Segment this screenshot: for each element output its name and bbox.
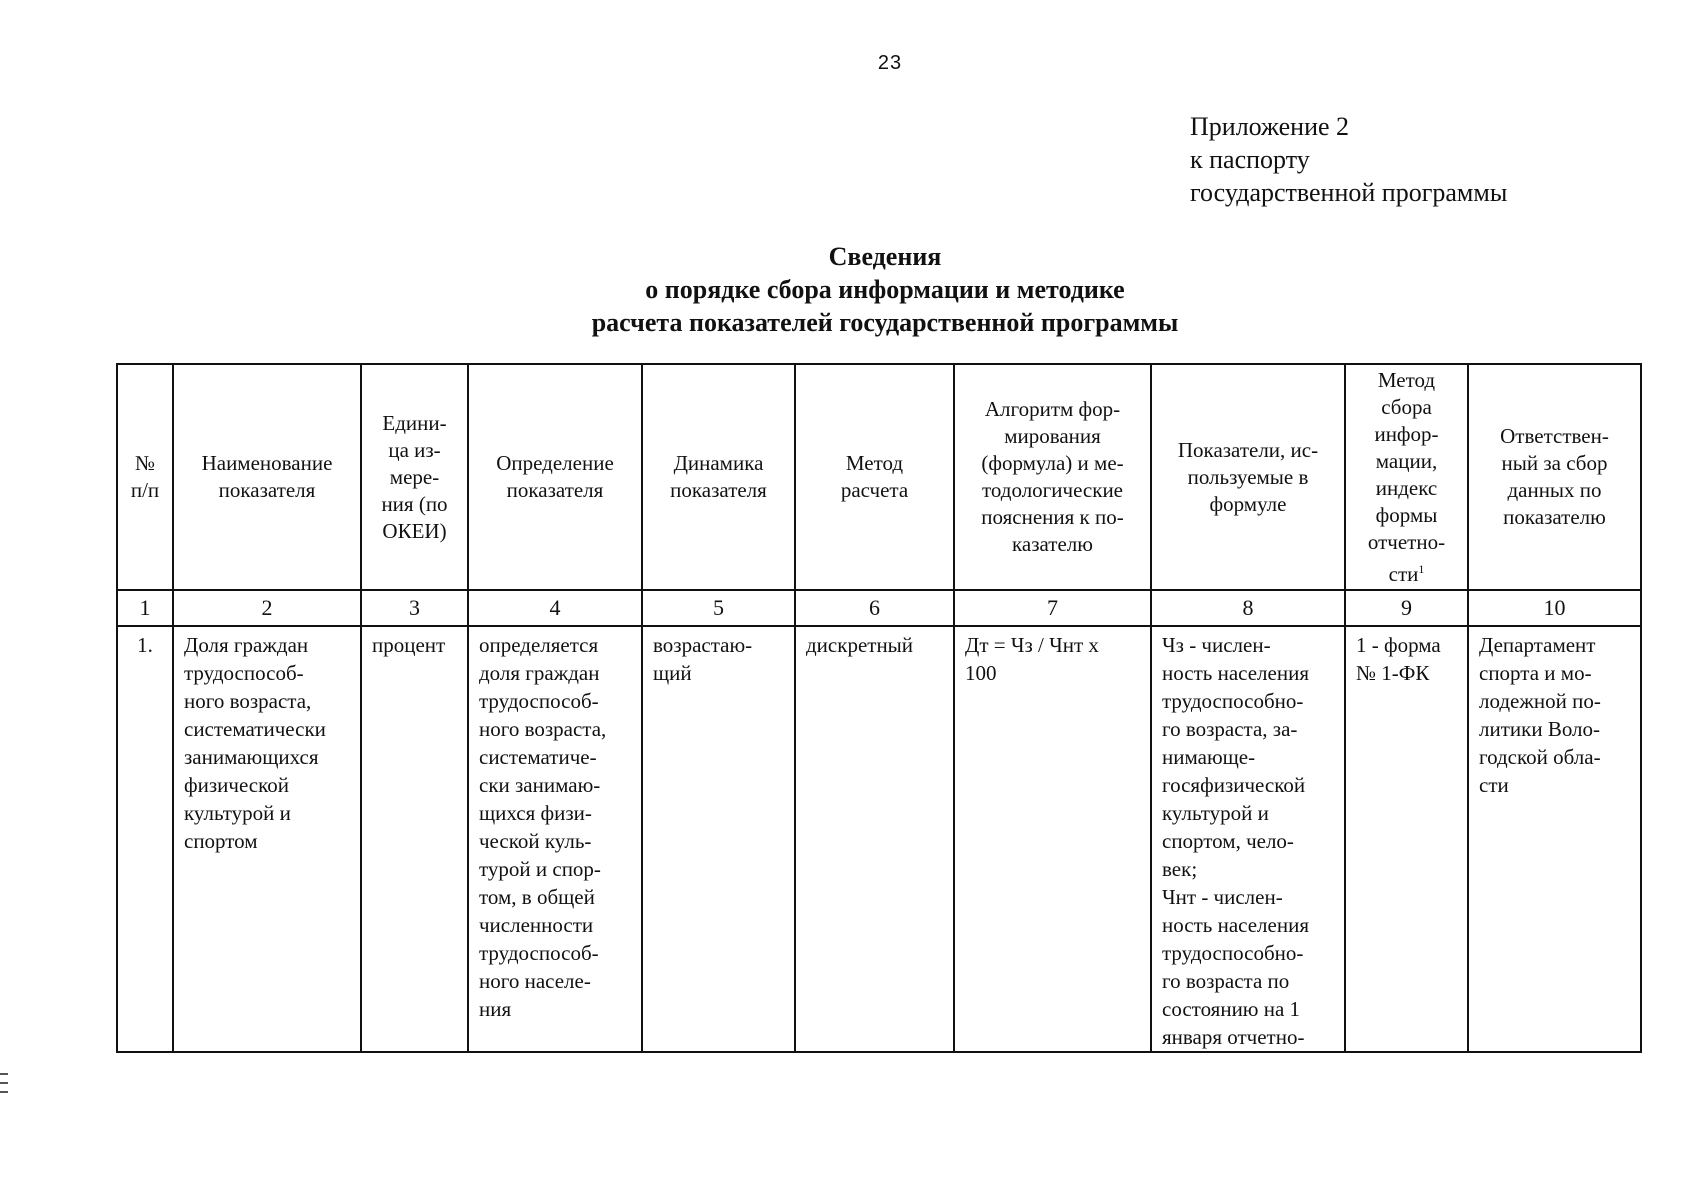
cell-dynamics [642,626,795,1052]
cell-text: определяется доля граждан трудоспособ- ного возраста, систематиче- ски занимаю- щихся физи- ческой куль- турой и спор- том, в общей численности трудоспособ- ного населе- ния [479,633,607,1021]
column-number: 10 [1468,590,1641,626]
column-number: 7 [954,590,1151,626]
header-text: Динамика показателя [670,451,767,502]
header-text: Показатели, ис- пользуемые в формуле [1177,437,1319,516]
header-text: Наименование показателя [201,451,333,502]
header-text: Метод сбора инфор- мации, индекс формы отчетно- сти [1367,367,1446,586]
cell-text: процент [372,633,446,657]
column-number: 2 [173,590,361,626]
cell-method [795,626,954,1052]
column-numbering-row [117,590,1641,626]
header-cell-indicators [1151,364,1345,590]
column-number: 4 [468,590,642,626]
footnote-mark: 1 [1418,561,1425,576]
cell-text: дискретный [806,633,914,657]
header-cell-definition [468,364,642,590]
header-cell-collection [1345,364,1468,590]
header-cell-unit [361,364,468,590]
appendix-line-2: к паспорту [1190,145,1310,174]
cell-collection [1345,626,1468,1052]
scan-edge-mark [0,1073,8,1100]
header-text: Определение показателя [496,451,614,502]
appendix-note [1190,110,1507,209]
cell-algorithm [954,626,1151,1052]
header-cell-algorithm [954,364,1151,590]
appendix-line-1: Приложение 2 [1190,112,1350,141]
cell-text: 1 - форма № 1-ФК [1356,633,1441,685]
column-number: 6 [795,590,954,626]
header-cell-no [117,364,173,590]
header-text: Метод расчета [840,451,909,502]
cell-indicators [1151,626,1345,1052]
document-title [360,240,1410,339]
appendix-line-3: государственной программы [1190,178,1508,207]
header-text: Алгоритм фор- мирования (формула) и ме- тодологические пояснения к по- казателю [981,397,1124,556]
cell-name [173,626,361,1052]
column-number: 5 [642,590,795,626]
cell-text: Чз - числен- ность населения трудоспособно- го возраста, за- нимающе- госяфизической культурой и спортом, чело- век; Чнт - числен- ность населения трудоспособно- го возраста по состоянию на 1 января отчетно- [1162,633,1309,1049]
title-line-1: Сведения [828,242,942,271]
header-cell-responsible [1468,364,1641,590]
cell-text: Департамент спорта и мо- лодежной по- литики Воло- годской обла- сти [1479,633,1601,797]
cell-definition [468,626,642,1052]
header-cell-dynamics [642,364,795,590]
title-line-2: о порядке сбора информации и методике [645,275,1125,304]
page-number: 23 [877,52,903,74]
cell-no [117,626,173,1052]
cell-text: 1. [137,633,153,657]
column-number: 1 [117,590,173,626]
header-text: Ответствен- ный за сбор данных по показателю [1500,424,1609,529]
column-number: 3 [361,590,468,626]
header-cell-name [173,364,361,590]
indicators-table [116,363,1642,1053]
table-header-row [117,364,1641,590]
cell-text: Дт = Чз / Чнт х 100 [965,633,1099,685]
header-text: № п/п [130,451,160,502]
column-number: 8 [1151,590,1345,626]
cell-text: возрастаю- щий [653,633,753,685]
header-text: Едини- ца из- мере- ния (по ОКЕИ) [381,410,448,543]
cell-unit [361,626,468,1052]
cell-text: Доля граждан трудоспособ- ного возраста, систематически занимающихся физической культурой и спортом [184,633,326,853]
table-row [117,626,1641,1052]
header-cell-method [795,364,954,590]
column-number: 9 [1345,590,1468,626]
title-line-3: расчета показателей государственной программы [591,308,1179,337]
cell-responsible [1468,626,1641,1052]
